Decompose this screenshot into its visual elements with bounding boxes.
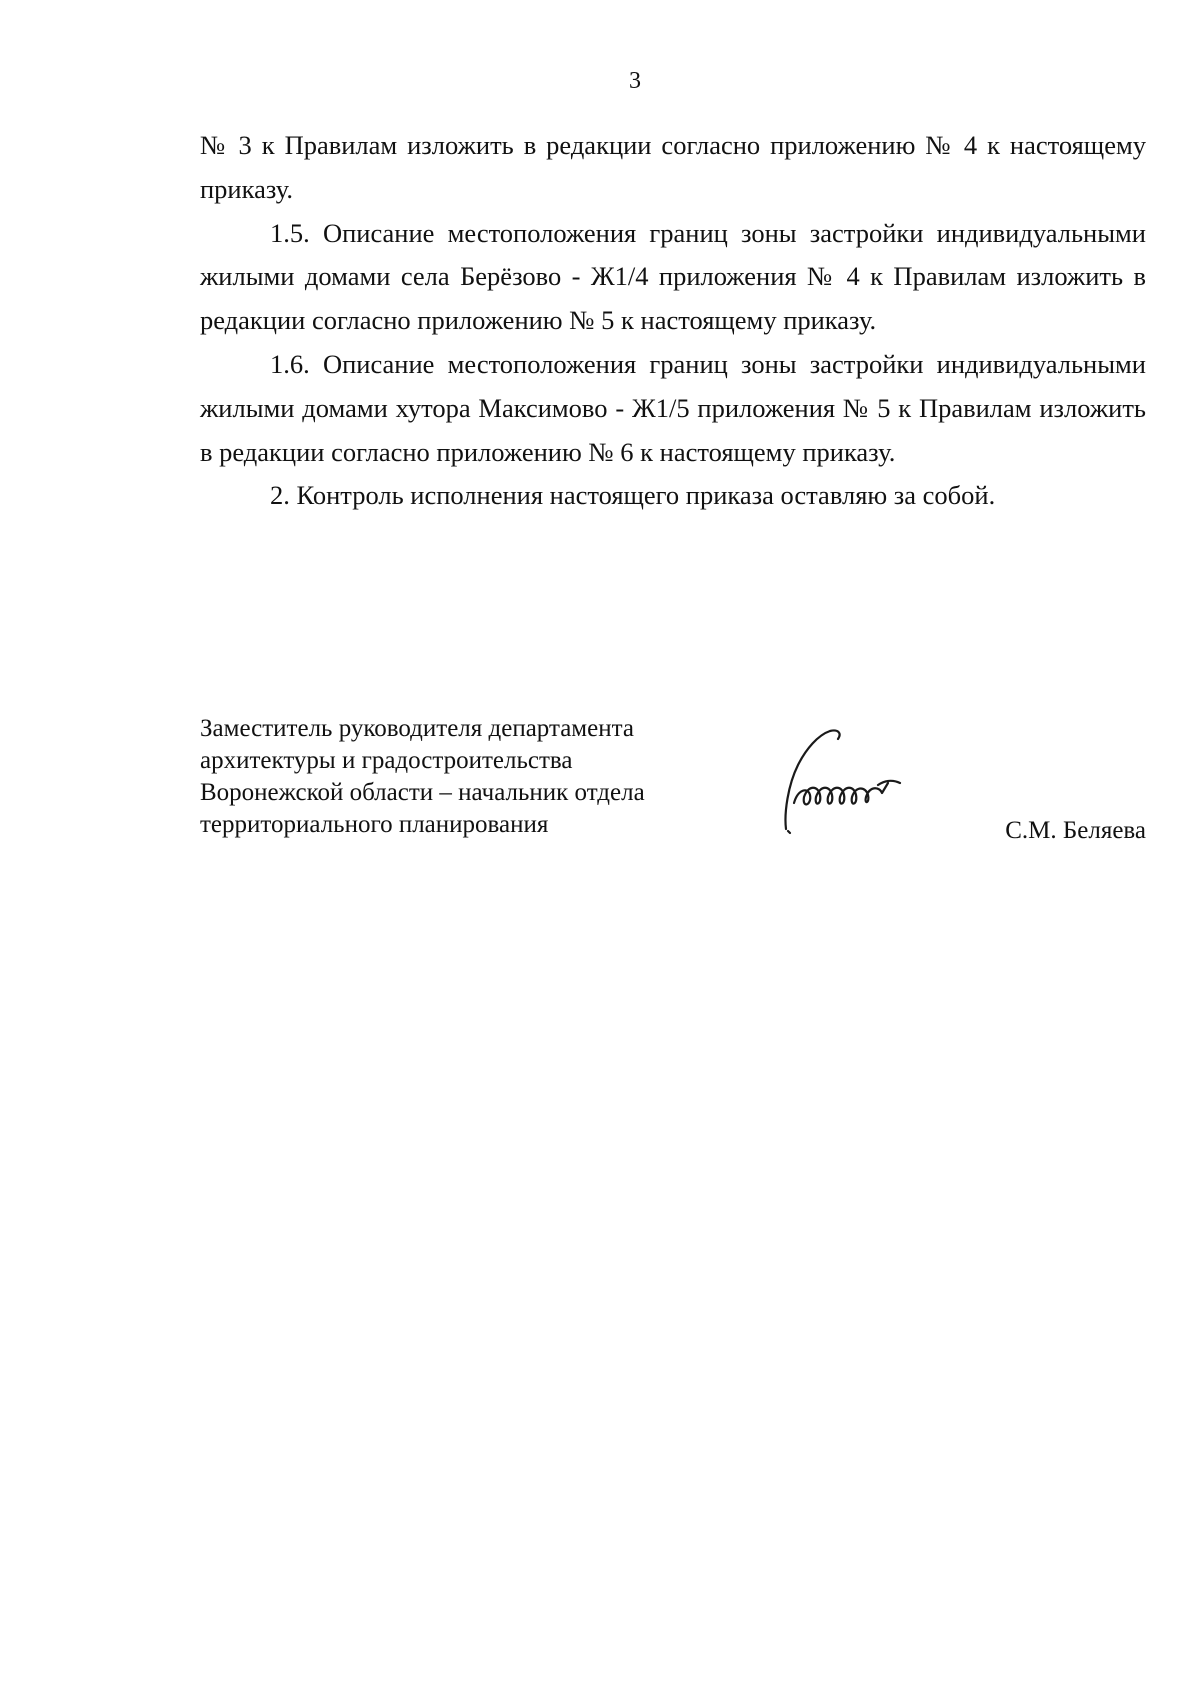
signature-block [200,713,1146,843]
handwritten-signature [768,725,938,835]
paragraph-1-6: 1.6. Описание местоположения границ зоны застройки индивидуальными жилыми домами хутора Максимово - Ж1/5 приложения № 5 к Правилам изложить в редакции согласно приложению № 6 к настоящему приказу. [200,348,1146,467]
signatory-position-line: территориального планирования [200,811,549,838]
paragraph-continuation: № 3 к Правилам изложить в редакции согласно приложению № 4 к настоящему приказу. [200,130,1146,204]
signatory-position-line: Заместитель руководителя департамента [200,715,634,742]
paragraph-2: 2. Контроль исполнения настоящего приказа оставляю за собой. [270,480,996,511]
signatory-position-line: Воронежской области – начальник отдела [200,779,645,806]
document-body [200,124,1146,518]
paragraph-1-5: 1.5. Описание местоположения границ зоны застройки индивидуальными жилыми домами села Берёзово - Ж1/4 приложения № 4 к Правилам изложить в редакции согласно приложению № 5 к настоящему приказу. [200,217,1146,336]
page-number: 3 [629,68,641,94]
signatory-position-line: архитектуры и градостроительства [200,747,573,774]
signatory-position [200,713,645,841]
signatory-name: С.М. Беляева [1005,817,1146,844]
